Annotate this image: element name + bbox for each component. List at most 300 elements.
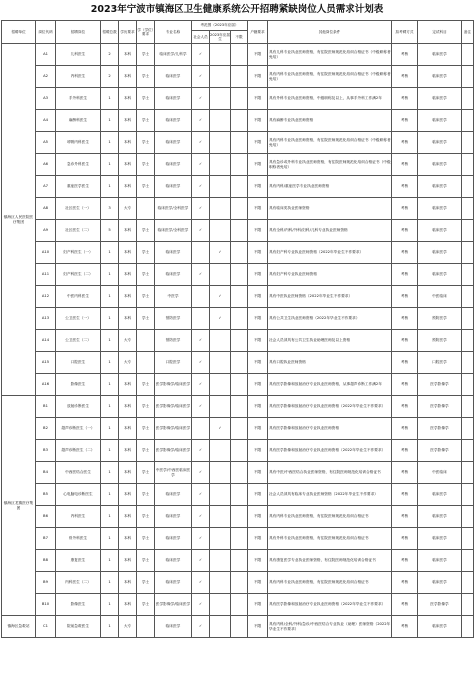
row-edu: 本科	[119, 264, 137, 286]
row-condition: 具有医学影像和放射治疗专业执业医师资格（2022年毕业生不作要求）	[268, 594, 392, 616]
row-social: ✓	[192, 506, 210, 528]
row-social: ✓	[192, 352, 210, 374]
row-code: A12	[36, 286, 56, 308]
row-major: 临床医学	[155, 88, 192, 110]
row-social: ✓	[192, 44, 210, 66]
row-unlimited	[231, 286, 248, 308]
row-remark	[462, 66, 474, 88]
row-subject: 临床医学	[418, 264, 462, 286]
row-major: 临床医学	[155, 484, 192, 506]
row-major: 临床医学/全科医学	[155, 198, 192, 220]
row-code: B9	[36, 572, 56, 594]
row-condition: 具有医学影像和放射治疗专业执业医师资格（2022年毕业生不作要求）	[268, 396, 392, 418]
row-subject: 中医临床	[418, 286, 462, 308]
row-condition: 具有麻醉专业执业医师资格	[268, 110, 392, 132]
table-row	[2, 308, 474, 330]
unit-cell: 镇海区急救站	[2, 616, 36, 638]
row-edu: 本科	[119, 176, 137, 198]
row-subject: 预防医学	[418, 330, 462, 352]
row-count: 1	[101, 418, 119, 440]
row-social	[192, 308, 210, 330]
row-hukou: 不限	[248, 528, 268, 550]
row-degree: 学士	[137, 374, 155, 396]
row-grad	[210, 220, 231, 242]
row-degree: 学士	[137, 44, 155, 66]
row-remark	[462, 572, 474, 594]
row-count: 1	[101, 374, 119, 396]
row-remark	[462, 506, 474, 528]
row-degree	[137, 198, 155, 220]
row-exam: 考核	[392, 44, 418, 66]
row-count: 1	[101, 88, 119, 110]
row-edu: 本科	[119, 308, 137, 330]
row-grad	[210, 132, 231, 154]
row-unlimited	[231, 198, 248, 220]
row-condition: 具有全科/内科/外科/妇科/儿科专业执业医师资格	[268, 220, 392, 242]
row-edu: 本科	[119, 66, 137, 88]
row-code: A14	[36, 330, 56, 352]
row-social: ✓	[192, 110, 210, 132]
row-condition: 具有内科专业执业医师资格，有住院医师规范化培训合格证书（中级职称者免培）	[268, 66, 392, 88]
row-degree: 学士	[137, 264, 155, 286]
row-exam: 考核	[392, 66, 418, 88]
row-unlimited	[231, 88, 248, 110]
row-count: 1	[101, 132, 119, 154]
row-degree: 学士	[137, 440, 155, 462]
row-count: 1	[101, 286, 119, 308]
row-hukou: 不限	[248, 440, 268, 462]
row-code: A3	[36, 88, 56, 110]
row-degree: 学士	[137, 88, 155, 110]
row-post: 放射诊断医生	[56, 396, 101, 418]
row-degree: 学士	[137, 154, 155, 176]
row-hukou: 不限	[248, 220, 268, 242]
row-condition: 具有医学影像和放射治疗专业执业医师资格	[268, 418, 392, 440]
row-exam: 考核	[392, 594, 418, 616]
row-post: 内科医生（二）	[56, 572, 101, 594]
row-social: ✓	[192, 374, 210, 396]
row-hukou: 不限	[248, 374, 268, 396]
row-exam: 考核	[392, 176, 418, 198]
row-edu: 本科	[119, 462, 137, 484]
row-post: 公卫医生（一）	[56, 308, 101, 330]
row-social	[192, 418, 210, 440]
row-subject: 临床医学	[418, 198, 462, 220]
row-hukou: 不限	[248, 330, 268, 352]
row-major: 医学影像学/临床医学	[155, 440, 192, 462]
row-exam: 考核	[392, 132, 418, 154]
table-row	[2, 440, 474, 462]
row-exam: 考核	[392, 462, 418, 484]
row-hukou: 不限	[248, 286, 268, 308]
row-code: B4	[36, 462, 56, 484]
row-remark	[462, 286, 474, 308]
row-degree: 学士	[137, 110, 155, 132]
row-post: 公卫医生（二）	[56, 330, 101, 352]
row-remark	[462, 154, 474, 176]
row-unlimited	[231, 484, 248, 506]
header-unlimited: 不限	[231, 31, 248, 44]
row-degree: 学士	[137, 242, 155, 264]
row-code: B7	[36, 528, 56, 550]
table-row	[2, 506, 474, 528]
header-degree: 学（学位）要求	[137, 21, 155, 44]
row-edu: 本科	[119, 44, 137, 66]
row-major: 医学影像学/临床医学	[155, 594, 192, 616]
row-unlimited	[231, 220, 248, 242]
row-count: 1	[101, 242, 119, 264]
row-hukou: 不限	[248, 66, 268, 88]
row-major: 医学影像学/临床医学	[155, 374, 192, 396]
row-unlimited	[231, 396, 248, 418]
unit-cell: 镇海区人民医院医疗集团	[2, 44, 36, 396]
table-body	[2, 44, 474, 638]
row-exam: 考核	[392, 154, 418, 176]
row-code: B6	[36, 506, 56, 528]
row-post: 妇产科医生（一）	[56, 242, 101, 264]
row-remark	[462, 330, 474, 352]
row-count: 1	[101, 572, 119, 594]
row-subject: 医学影像学	[418, 440, 462, 462]
header-targets: 考范围（2023年应届）	[192, 21, 248, 31]
row-hukou: 不限	[248, 506, 268, 528]
header-edu: 学历要求	[119, 21, 137, 44]
row-unlimited	[231, 308, 248, 330]
row-grad	[210, 110, 231, 132]
row-exam: 考核	[392, 220, 418, 242]
row-post: 心电脑电诊断医生	[56, 484, 101, 506]
row-count: 1	[101, 506, 119, 528]
row-post: 手外科医生	[56, 88, 101, 110]
row-degree: 学士	[137, 528, 155, 550]
row-degree: 学士	[137, 308, 155, 330]
row-count: 1	[101, 308, 119, 330]
row-post: 影像医生	[56, 594, 101, 616]
row-unlimited	[231, 616, 248, 638]
unit-cell: 镇海区龙赛医疗集团	[2, 396, 36, 616]
row-remark	[462, 264, 474, 286]
row-social: ✓	[192, 88, 210, 110]
row-edu: 大专	[119, 616, 137, 638]
table-row	[2, 110, 474, 132]
row-major: 临床医学/儿科学	[155, 44, 192, 66]
row-count: 1	[101, 484, 119, 506]
row-edu: 本科	[119, 550, 137, 572]
table-row	[2, 242, 474, 264]
row-subject: 临床医学	[418, 506, 462, 528]
row-code: A8	[36, 198, 56, 220]
row-degree: 学士	[137, 572, 155, 594]
row-post: 妇产科医生（二）	[56, 264, 101, 286]
row-unlimited	[231, 418, 248, 440]
row-count: 1	[101, 528, 119, 550]
recruitment-table	[1, 20, 474, 638]
table-row	[2, 154, 474, 176]
table-row	[2, 66, 474, 88]
row-exam: 考核	[392, 418, 418, 440]
row-major: 临床医学	[155, 110, 192, 132]
row-major: 临床医学	[155, 550, 192, 572]
row-remark	[462, 198, 474, 220]
table-row	[2, 132, 474, 154]
row-edu: 本科	[119, 528, 137, 550]
row-edu: 大专	[119, 330, 137, 352]
header-post: 招聘岗位	[56, 21, 101, 44]
row-count: 1	[101, 616, 119, 638]
row-unlimited	[231, 264, 248, 286]
row-exam: 考核	[392, 550, 418, 572]
row-count: 1	[101, 396, 119, 418]
row-unlimited	[231, 352, 248, 374]
table-row	[2, 572, 474, 594]
row-edu: 本科	[119, 242, 137, 264]
row-grad	[210, 374, 231, 396]
row-condition: 社会人员须具有临床专业执业医师资格（2022年毕业生不作要求）	[268, 484, 392, 506]
row-unlimited	[231, 528, 248, 550]
row-major: 临床医学	[155, 506, 192, 528]
row-major: 临床医学	[155, 572, 192, 594]
row-major: 临床医学	[155, 132, 192, 154]
row-code: A6	[36, 154, 56, 176]
row-grad	[210, 176, 231, 198]
row-post: 麻醉科医生	[56, 110, 101, 132]
row-subject: 临床医学	[418, 110, 462, 132]
row-degree: 学士	[137, 506, 155, 528]
row-degree: 学士	[137, 220, 155, 242]
row-count: 1	[101, 440, 119, 462]
row-social: ✓	[192, 528, 210, 550]
row-post: 社区医生（二）	[56, 220, 101, 242]
row-subject: 临床医学	[418, 572, 462, 594]
row-remark	[462, 484, 474, 506]
table-row	[2, 462, 474, 484]
row-code: A4	[36, 110, 56, 132]
row-exam: 考核	[392, 396, 418, 418]
row-condition: 具有康复医学专业执业医师资格，有住院医师规范化培训合格证书	[268, 550, 392, 572]
row-remark	[462, 308, 474, 330]
row-hukou: 不限	[248, 308, 268, 330]
row-grad	[210, 66, 231, 88]
row-subject: 临床医学	[418, 220, 462, 242]
row-hukou: 不限	[248, 154, 268, 176]
row-social: ✓	[192, 176, 210, 198]
row-subject: 医学影像学	[418, 396, 462, 418]
row-social: ✓	[192, 396, 210, 418]
row-social: ✓	[192, 550, 210, 572]
row-social: ✓	[192, 220, 210, 242]
row-exam: 考核	[392, 572, 418, 594]
row-subject: 医学影像学	[418, 418, 462, 440]
row-social: ✓	[192, 264, 210, 286]
row-remark	[462, 88, 474, 110]
row-unlimited	[231, 440, 248, 462]
row-hukou: 不限	[248, 396, 268, 418]
row-social: ✓	[192, 198, 210, 220]
row-grad: ✓	[210, 308, 231, 330]
row-degree: 学士	[137, 396, 155, 418]
row-exam: 考核	[392, 352, 418, 374]
row-condition: 具有口腔执业医师资格	[268, 352, 392, 374]
row-major: 预防医学	[155, 330, 192, 352]
row-major: 临床医学/全科医学	[155, 220, 192, 242]
row-major: 中医学/中西医临床医学	[155, 462, 192, 484]
header-social: 社会人员	[192, 31, 210, 44]
row-major: 临床医学	[155, 242, 192, 264]
row-edu: 本科	[119, 220, 137, 242]
row-remark	[462, 374, 474, 396]
row-hukou: 不限	[248, 594, 268, 616]
row-subject: 临床医学	[418, 154, 462, 176]
row-code: B8	[36, 550, 56, 572]
row-count: 1	[101, 550, 119, 572]
row-post: 影像医生	[56, 374, 101, 396]
row-condition: 具有儿科专业执业医师资格，有住院医师规范化培训合格证书（中级职称者免培）	[268, 44, 392, 66]
row-degree	[137, 352, 155, 374]
row-count: 5	[101, 220, 119, 242]
row-condition: 具有医学影像和放射治疗专业执业医师资格，从事超声诊断工作满2年	[268, 374, 392, 396]
row-unlimited	[231, 594, 248, 616]
row-count: 3	[101, 198, 119, 220]
row-post: 急诊外科医生	[56, 154, 101, 176]
row-post: 超声诊断医生（一）	[56, 418, 101, 440]
row-subject: 临床医学	[418, 176, 462, 198]
row-subject: 临床医学	[418, 66, 462, 88]
row-hukou: 不限	[248, 550, 268, 572]
row-degree: 学士	[137, 484, 155, 506]
row-social	[192, 242, 210, 264]
row-grad	[210, 572, 231, 594]
row-major: 医学影像学/临床医学	[155, 418, 192, 440]
row-hukou: 不限	[248, 242, 268, 264]
row-code: A1	[36, 44, 56, 66]
row-unlimited	[231, 110, 248, 132]
row-exam: 考核	[392, 308, 418, 330]
row-code: B1	[36, 396, 56, 418]
table-row	[2, 88, 474, 110]
row-post: 儿科医生	[56, 44, 101, 66]
row-code: A11	[36, 264, 56, 286]
row-grad	[210, 396, 231, 418]
row-unlimited	[231, 176, 248, 198]
row-code: B2	[36, 418, 56, 440]
row-code: A5	[36, 132, 56, 154]
row-unlimited	[231, 330, 248, 352]
row-code: A9	[36, 220, 56, 242]
row-major: 临床医学	[155, 176, 192, 198]
row-edu: 本科	[119, 286, 137, 308]
row-condition: 具有外科专业执业医师资格，中级职称及以上，从事手外科工作满2年	[268, 88, 392, 110]
row-remark	[462, 176, 474, 198]
row-hukou: 不限	[248, 110, 268, 132]
row-count: 1	[101, 264, 119, 286]
row-code: A16	[36, 374, 56, 396]
row-code: A2	[36, 66, 56, 88]
row-exam: 考核	[392, 374, 418, 396]
row-degree: 学士	[137, 418, 155, 440]
row-condition: 具有医学影像和放射治疗专业执业医师资格（2022年毕业生不作要求）	[268, 440, 392, 462]
row-post: 口腔医生	[56, 352, 101, 374]
row-count: 2	[101, 66, 119, 88]
row-major: 临床医学	[155, 528, 192, 550]
row-edu: 本科	[119, 374, 137, 396]
row-exam: 考核	[392, 286, 418, 308]
row-major: 临床医学	[155, 154, 192, 176]
row-degree	[137, 616, 155, 638]
row-unlimited	[231, 44, 248, 66]
row-remark	[462, 242, 474, 264]
row-condition: 具有内科/全科/外科/急诊/中西医结合专业执业（助理）医师资格（2022年毕业生不作要求）	[268, 616, 392, 638]
row-grad	[210, 264, 231, 286]
row-condition: 具有公共卫生执业医师资格（2022年毕业生不作要求）	[268, 308, 392, 330]
table-row	[2, 220, 474, 242]
row-degree: 学士	[137, 286, 155, 308]
table-row	[2, 550, 474, 572]
row-exam: 考核	[392, 264, 418, 286]
row-code: C1	[36, 616, 56, 638]
row-count: 1	[101, 352, 119, 374]
row-grad	[210, 462, 231, 484]
row-grad	[210, 440, 231, 462]
row-edu: 本科	[119, 418, 137, 440]
row-edu: 大专	[119, 198, 137, 220]
row-hukou: 不限	[248, 264, 268, 286]
row-remark	[462, 616, 474, 638]
row-major: 临床医学	[155, 66, 192, 88]
row-subject: 口腔医学	[418, 352, 462, 374]
row-subject: 预防医学	[418, 308, 462, 330]
row-social: ✓	[192, 484, 210, 506]
row-post: 超声诊断医生（二）	[56, 440, 101, 462]
row-count: 1	[101, 110, 119, 132]
table-row	[2, 44, 474, 66]
row-condition: 具有内科专业执业医师资格，有住院医师规范化培训合格证书（中级职称者免培）	[268, 132, 392, 154]
row-post: 中西医结合医生	[56, 462, 101, 484]
row-remark	[462, 110, 474, 132]
row-post: 骨外科医生	[56, 528, 101, 550]
row-condition: 社会人员须具有公共卫生执业助理医师及以上资格	[268, 330, 392, 352]
row-grad	[210, 550, 231, 572]
row-code: A15	[36, 352, 56, 374]
row-count: 1	[101, 154, 119, 176]
row-hukou: 不限	[248, 616, 268, 638]
table-row	[2, 198, 474, 220]
row-exam: 考核	[392, 506, 418, 528]
header-count: 招聘总数	[101, 21, 119, 44]
row-count: 1	[101, 330, 119, 352]
row-count: 2	[101, 44, 119, 66]
row-condition: 具有妇产科专业执业医师资格	[268, 264, 392, 286]
row-condition: 具有外科专业执业医师资格，有住院医师规范化培训合格证书	[268, 528, 392, 550]
row-hukou: 不限	[248, 418, 268, 440]
row-unlimited	[231, 132, 248, 154]
row-grad: ✓	[210, 418, 231, 440]
row-post: 社区医生（一）	[56, 198, 101, 220]
header-unit: 招聘单位	[2, 21, 36, 44]
row-subject: 临床医学	[418, 484, 462, 506]
row-remark	[462, 528, 474, 550]
row-grad	[210, 528, 231, 550]
row-major: 医学影像学/临床医学	[155, 396, 192, 418]
row-post: 重症医学医生	[56, 176, 101, 198]
row-subject: 中医临床	[418, 462, 462, 484]
row-remark	[462, 220, 474, 242]
row-remark	[462, 418, 474, 440]
row-edu: 本科	[119, 88, 137, 110]
row-social	[192, 286, 210, 308]
row-post: 内科医生	[56, 66, 101, 88]
row-code: A13	[36, 308, 56, 330]
row-code: B10	[36, 594, 56, 616]
